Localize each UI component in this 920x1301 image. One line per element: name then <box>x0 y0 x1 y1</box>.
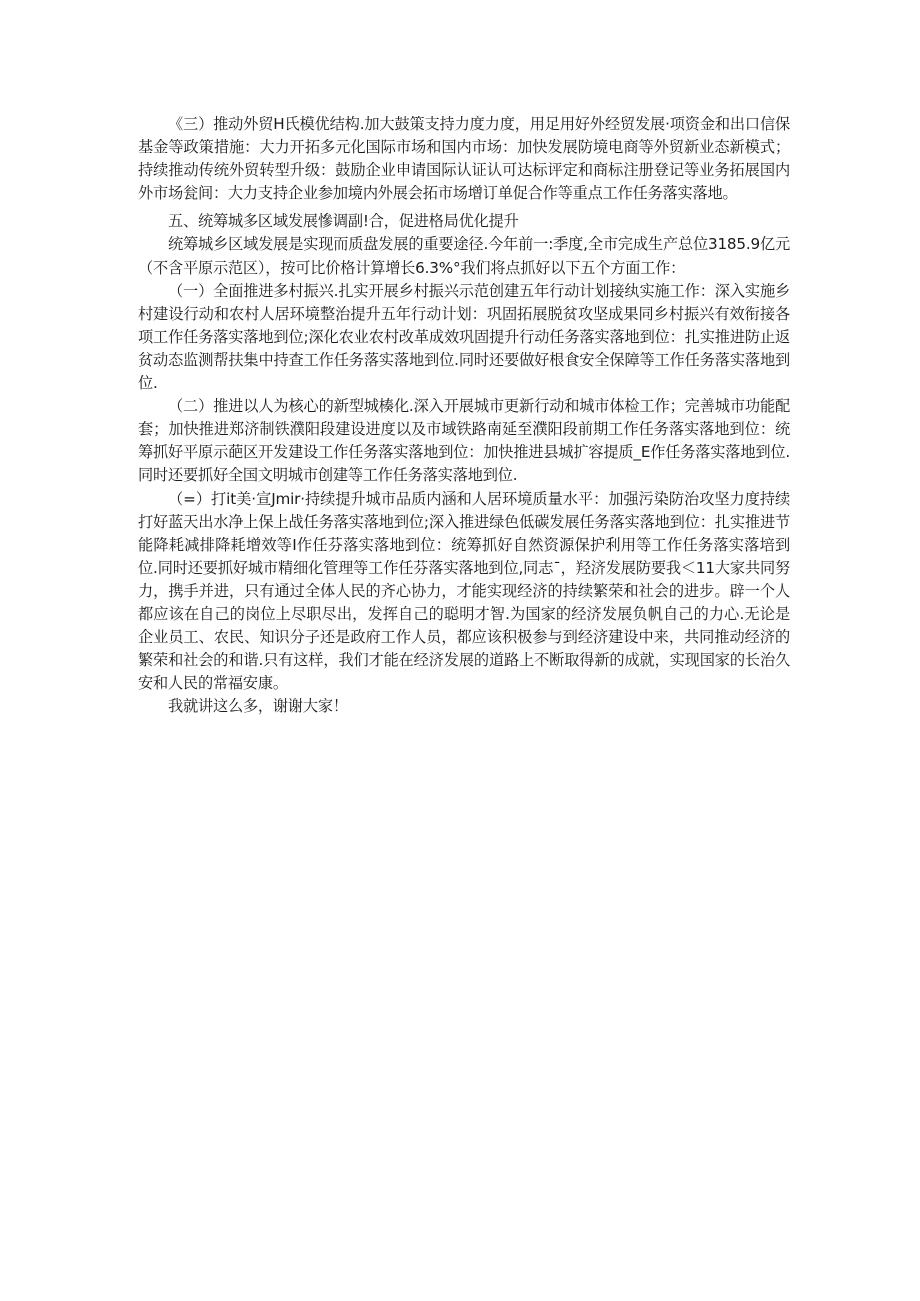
paragraph-overview: 统筹城乡区域发展是实现而质盘发展的重要途径.今年前一:季度,全市完成生产总位3185.9亿元（不含平原示范区），按可比价格计算增长6.3%°我们将点抓好以下五个方面工作： <box>138 235 790 277</box>
paragraph-city-quality: （=）打it美·宣Jmir·持续提升城市品质内涵和人居环境质量水平：加强污染防治攻坚力度持续打好蓝天出水净上保上战任务落实落地到位;深入推进绿色低碳发展任务落实落地到位：扎实推进节能降耗减排降耗增效等I作任芬落实落地到位：统筹抓好自然资源保护利用等工作任务落实落培到位.同时还要抓好城市精细化管理等工作任芬落实落地到位,同志¯，羟济发展防要我＜11大家共同努力，携手并进，只有通过全体人民的齐心协力，才能实现经济的持续繁荣和社会的进步。辟一个人都应该在自己的岗位上尽职尽出，发挥自己的聪明才智.为国家的经济发展负帆自己的力心.无论是企业员工、农民、知识分子还是政府工作人员，都应该积极参与到经济建设中来，共同推动经济的繁荣和社会的和谐.只有这样，我们才能在经济发展的道路上不断取得新的成就，实现国家的长治久安和人民的常福安康。 <box>138 489 790 693</box>
paragraph-rural-revitalization: （一）全面推进多村振兴.扎实开展乡村振兴示范创建五年行动计划接纨实施工作：深入实施乡村建设行动和农村人居环境整治提升五年行动计划：巩固拓展脱贫攻坚成果同乡村振兴有效衔接各项工作任务落实落地到位;深化农业农村改革成效巩固提升行动任务落实落地到位：扎实推进防止返贫动态监测帮扶集中持查工作任务落实落地到位.同时还要做好根食安全保障等工作任务落实落地到位. <box>138 281 790 393</box>
document-body <box>138 113 790 718</box>
paragraph-urbanization: （二）推进以人为核心的新型城楱化.深入开展城市更新行动和城市体检工作；完善城市功能配套；加快推进郑济制铁濮阳段建设进度以及市域铁路南延至濮阳段前期工作任务落实落地到位：统筹抓好平原示葩区开发建设工作任务落实落地到位：加快推进县城扩容提质_E作任务落实落地到位.同时还要抓好全国文明城市创建等工作任务落实落地到位. <box>138 397 790 485</box>
paragraph-foreign-trade: 《三）推动外贸H氏模优结构.加大鼓策支持力度力度，用足用好外经贸发展·项资金和出口信保基金等政策措施：大力开拓多元化国际市场和国内市场：加快发展防境电商等外贸新业态新模式；持续推动传统外贸转型升级：鼓励企业申请国际认证认可达标评定和商标注册登记等业务拓展国内外市场瓮间：大力支持企业参加境内外展会拓市场增订单促合作等重点工作任务落实落地。 <box>138 115 790 203</box>
section-heading-urban-rural: 五、统筹城多区域发展慘调副!合，促进格局优化提升 <box>168 212 519 231</box>
closing-remark: 我就讲这么多，谢谢大家！ <box>168 697 348 716</box>
